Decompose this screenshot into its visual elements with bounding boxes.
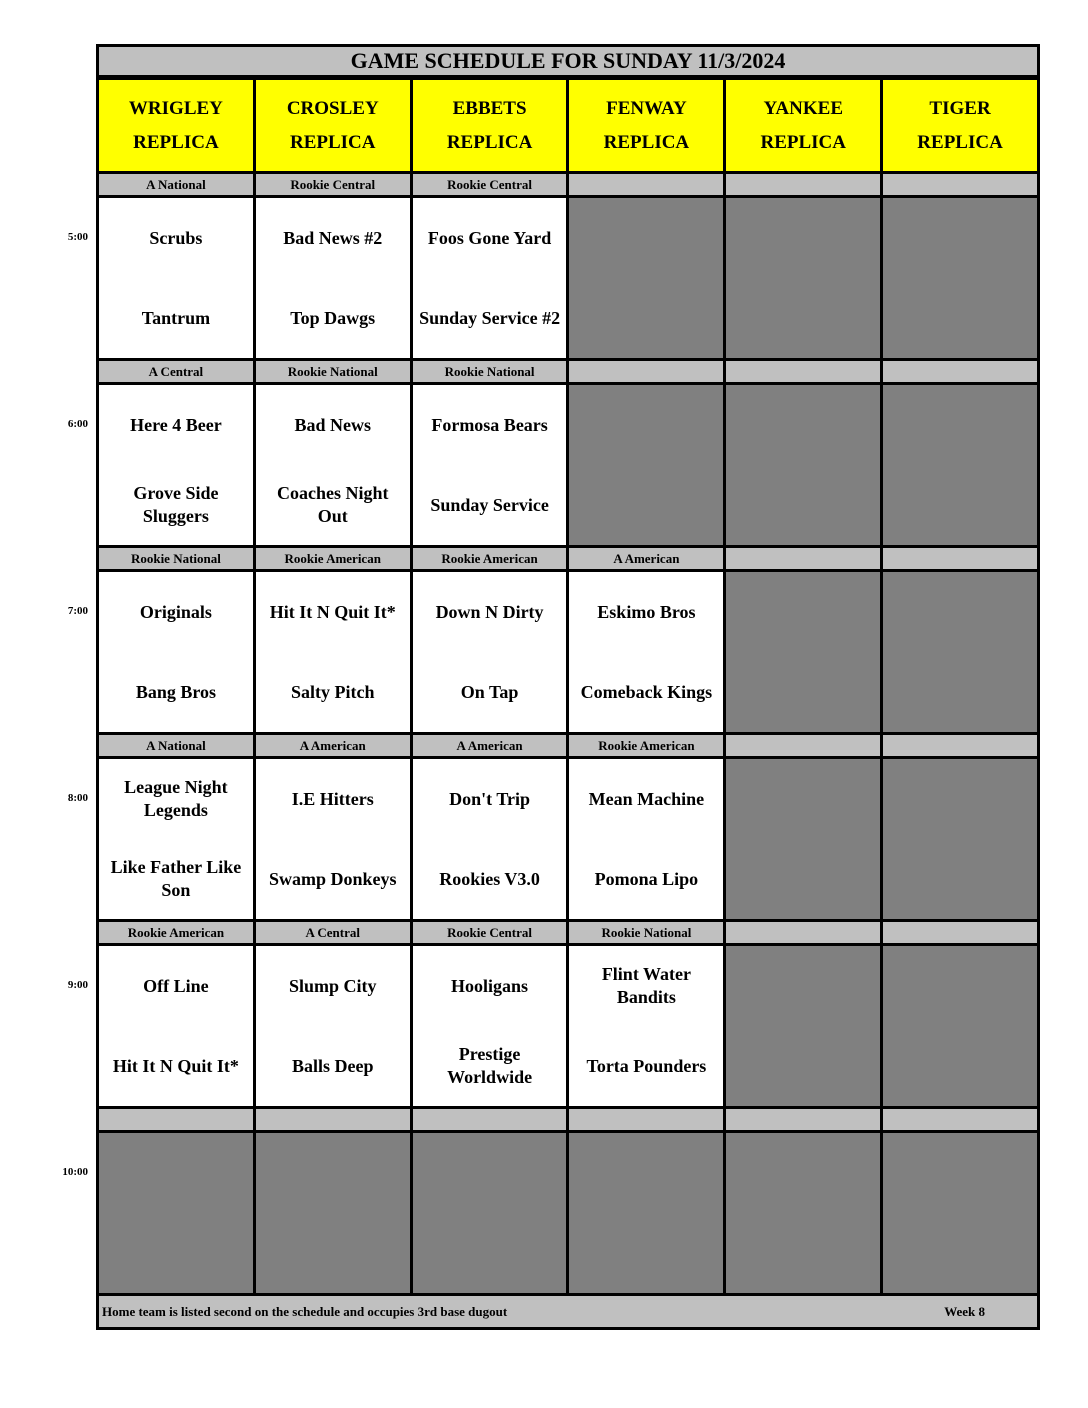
- away-team: Off Line: [143, 975, 209, 996]
- division-label: [253, 1109, 413, 1133]
- division-label: Rookie American: [566, 735, 726, 759]
- away-team: Slump City: [288, 975, 377, 996]
- games-row: [96, 572, 1040, 735]
- away-team: League Night Legends: [124, 777, 228, 820]
- empty-slot: [723, 759, 883, 922]
- away-team: Bad News #2: [283, 227, 383, 248]
- game-cell: [96, 946, 256, 1109]
- division-label: Rookie American: [410, 548, 570, 572]
- field-header-wrigley: [96, 77, 256, 174]
- away-team: Eskimo Bros: [597, 601, 696, 622]
- division-row: [96, 735, 1040, 759]
- empty-slot: [880, 1133, 1040, 1296]
- schedule-table: [62, 44, 1040, 1330]
- game-cell: [96, 759, 256, 922]
- schedule-footer: [96, 1296, 1040, 1330]
- home-team: Top Dawgs: [290, 307, 376, 328]
- away-team: Bad News: [294, 414, 371, 435]
- division-label: [880, 1109, 1040, 1133]
- division-label: Rookie National: [566, 922, 726, 946]
- away-team: Hit It N Quit It*: [269, 601, 396, 622]
- field-subtitle: REPLICA: [289, 131, 376, 153]
- division-label: Rookie Central: [410, 174, 570, 198]
- game-cell: [410, 198, 570, 361]
- division-label: [880, 361, 1040, 385]
- division-label: A American: [410, 735, 570, 759]
- home-team: On Tap: [460, 681, 519, 702]
- game-cell: [253, 198, 413, 361]
- away-team: Flint Water Bandits: [601, 964, 691, 1007]
- division-label: [566, 1109, 726, 1133]
- empty-slot: [723, 572, 883, 735]
- games-row: [96, 1133, 1040, 1296]
- field-header-yankee: [723, 77, 883, 174]
- time-label: 5:00: [67, 231, 88, 243]
- field-name: EBBETS: [452, 97, 527, 119]
- division-label: [723, 735, 883, 759]
- division-row: [96, 361, 1040, 385]
- game-cell: [96, 198, 256, 361]
- division-label: [723, 922, 883, 946]
- empty-slot: [410, 1133, 570, 1296]
- away-team: Hooligans: [451, 975, 529, 996]
- division-label: A American: [253, 735, 413, 759]
- empty-slot: [880, 572, 1040, 735]
- empty-slot: [723, 385, 883, 548]
- field-name: TIGER: [929, 97, 991, 119]
- division-row: [96, 922, 1040, 946]
- empty-slot: [880, 946, 1040, 1109]
- game-cell: [410, 572, 570, 735]
- division-label: [723, 174, 883, 198]
- field-subtitle: REPLICA: [760, 131, 846, 153]
- field-subtitle: REPLICA: [917, 131, 1003, 153]
- home-team: Rookies V3.0: [439, 868, 540, 889]
- home-team: Tantrum: [141, 307, 211, 328]
- field-name: CROSLEY: [286, 97, 379, 119]
- game-cell: [566, 759, 726, 922]
- field-header-ebbets: [410, 77, 570, 174]
- game-cell: [253, 946, 413, 1109]
- away-team: Here 4 Beer: [130, 414, 222, 435]
- empty-slot: [96, 1133, 256, 1296]
- division-row: [96, 1109, 1040, 1133]
- empty-slot: [880, 385, 1040, 548]
- field-header-fenway: [566, 77, 726, 174]
- time-label: 10:00: [62, 1166, 88, 1178]
- empty-slot: [566, 1133, 726, 1296]
- games-row: [96, 759, 1040, 922]
- division-label: Rookie National: [410, 361, 570, 385]
- home-team: Prestige Worldwide: [447, 1044, 533, 1087]
- games-row: [96, 385, 1040, 548]
- game-cell: [410, 385, 570, 548]
- time-slot: [67, 361, 1040, 548]
- field-header-tiger: [880, 77, 1040, 174]
- empty-slot: [880, 759, 1040, 922]
- division-label: [880, 548, 1040, 572]
- division-label: A American: [566, 548, 726, 572]
- division-label: A National: [96, 174, 256, 198]
- division-label: [566, 174, 726, 198]
- division-label: Rookie National: [96, 548, 256, 572]
- week-label: Week 8: [944, 1303, 985, 1319]
- division-label: [880, 922, 1040, 946]
- division-label: [566, 361, 726, 385]
- game-cell: [566, 572, 726, 735]
- away-team: Down N Dirty: [435, 601, 544, 622]
- field-subtitle: REPLICA: [133, 131, 219, 153]
- empty-slot: [723, 1133, 883, 1296]
- home-team: Comeback Kings: [580, 681, 713, 702]
- time-slot: [67, 548, 1040, 735]
- division-label: [723, 361, 883, 385]
- game-cell: [96, 385, 256, 548]
- field-subtitle: REPLICA: [446, 131, 533, 153]
- field-name: WRIGLEY: [128, 97, 223, 119]
- game-cell: [253, 572, 413, 735]
- home-team: Torta Pounders: [586, 1055, 707, 1076]
- field-header-row: [96, 77, 1040, 174]
- division-label: [723, 1109, 883, 1133]
- home-team-note: Home team is listed second on the schedule and occupies 3rd base dugout: [102, 1303, 508, 1319]
- time-label: 9:00: [67, 979, 88, 991]
- division-row: [96, 174, 1040, 198]
- division-label: Rookie Central: [410, 922, 570, 946]
- division-label: [723, 548, 883, 572]
- game-cell: [410, 759, 570, 922]
- game-cell: [410, 946, 570, 1109]
- field-subtitle: REPLICA: [603, 131, 690, 153]
- home-team: Pomona Lipo: [594, 868, 699, 889]
- game-cell: [253, 759, 413, 922]
- home-team: Swamp Donkeys: [268, 868, 397, 889]
- division-label: A National: [96, 735, 256, 759]
- division-label: [96, 1109, 256, 1133]
- empty-slot: [880, 198, 1040, 361]
- division-label: Rookie American: [96, 922, 256, 946]
- home-team: Grove Side Sluggers: [133, 483, 219, 526]
- division-label: A Central: [96, 361, 256, 385]
- empty-slot: [723, 198, 883, 361]
- game-cell: [253, 385, 413, 548]
- home-team: Sunday Service: [430, 494, 549, 515]
- division-label: Rookie American: [253, 548, 413, 572]
- home-team: Salty Pitch: [290, 681, 375, 702]
- time-slots: [62, 174, 1040, 1296]
- home-team: Hit It N Quit It*: [112, 1055, 239, 1076]
- home-team: Bang Bros: [135, 681, 217, 702]
- home-team: Coaches Night Out: [276, 483, 389, 526]
- game-cell: [566, 946, 726, 1109]
- away-team: I.E Hitters: [291, 788, 374, 809]
- home-team: Sunday Service #2: [419, 307, 561, 328]
- home-team: Like Father Like Son: [110, 857, 242, 900]
- division-label: [410, 1109, 570, 1133]
- division-label: Rookie Central: [253, 174, 413, 198]
- home-team: Balls Deep: [291, 1055, 374, 1076]
- empty-slot: [723, 946, 883, 1109]
- away-team: Foos Gone Yard: [427, 227, 552, 248]
- away-team: Formosa Bears: [431, 414, 548, 435]
- division-label: A Central: [253, 922, 413, 946]
- time-label: 8:00: [67, 792, 88, 804]
- time-slot: [67, 735, 1040, 922]
- time-slot: [67, 174, 1040, 361]
- empty-slot: [566, 198, 726, 361]
- division-label: Rookie National: [253, 361, 413, 385]
- games-row: [96, 946, 1040, 1109]
- division-label: [880, 735, 1040, 759]
- field-header-crosley: [253, 77, 413, 174]
- time-label: 6:00: [67, 418, 88, 430]
- empty-slot: [566, 385, 726, 548]
- games-row: [96, 198, 1040, 361]
- time-label: 7:00: [67, 605, 88, 617]
- field-name: YANKEE: [763, 97, 843, 119]
- away-team: Don't Trip: [449, 788, 530, 809]
- away-team: Originals: [139, 601, 212, 622]
- away-team: Mean Machine: [588, 788, 705, 809]
- away-team: Scrubs: [149, 227, 203, 248]
- empty-slot: [253, 1133, 413, 1296]
- game-cell: [96, 572, 256, 735]
- division-row: [96, 548, 1040, 572]
- schedule-title: GAME SCHEDULE FOR SUNDAY 11/3/2024: [96, 44, 1040, 78]
- division-label: [880, 174, 1040, 198]
- time-slot: [67, 922, 1040, 1109]
- field-name: FENWAY: [606, 97, 687, 119]
- time-slot: [62, 1109, 1040, 1296]
